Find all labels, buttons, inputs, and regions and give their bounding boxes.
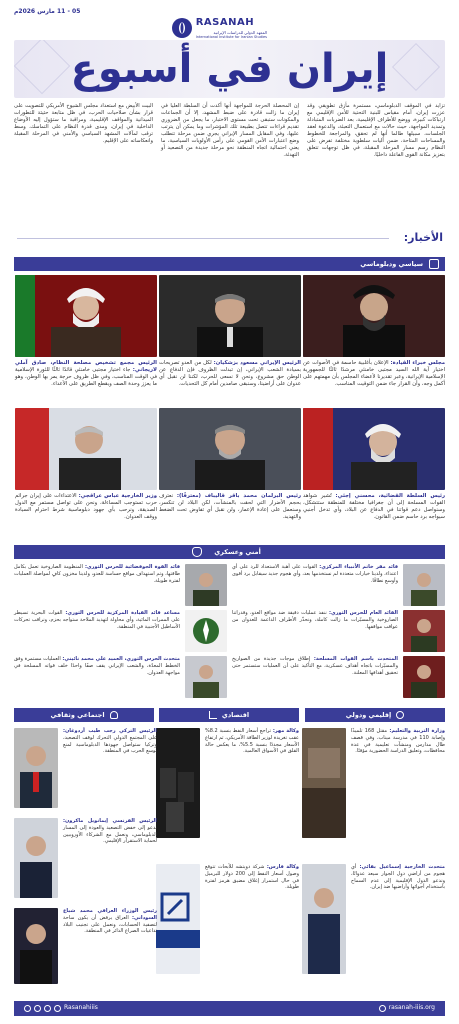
x-icon[interactable] [24,1005,31,1012]
item-body: العراق يرفض أن يكون ساحة لتصفية الحسابات، ونعمل على تجنيب البلاد تداعيات الصراع الدائر في المنطقة. [63,914,157,935]
website-url[interactable]: rasanah-iiis.org [388,1004,435,1012]
politics-card [303,275,445,389]
economic-item [156,728,299,858]
portrait-thumbnail [14,908,58,984]
item-body: أي هجوم من أراضي دول الجوار سيعد عدوانًا، وندعو الدول الإقليمية إلى عدم السماح باستخدام أجوائها وأراضيها ضد إيران. [351,864,445,891]
card-body: نعترف بحجم الأضرار التي لحقت بالمنشآت، لكن البلاد لن تنكسر، وسنعمل على إعادة الإعمار، ولن نقبل أي تفاوض تحت الضغط والتهديد. [159,493,301,521]
item-body: العمليات مستمرة وفق الخطط المعدّة، والشعب الإيراني يقف صفًا واحدًا خلف قواته المسلحة في مواجهة العدوان. [14,656,180,676]
card-head: الرئيس مجمع تشخيص مصلحة النظام، صادق آملي لاريجاني: [15,360,157,374]
instagram-icon[interactable] [34,1005,41,1012]
item-body: ندعو إلى خفض التصعيد والعودة إلى المسار الدبلوماسي، ونعمل مع الشركاء الأوروبيين لحماية الاستقرار الإقليمي. [63,824,157,845]
portrait-image [303,275,445,357]
item-head: الرئيس الفرنسي إيمانويل ماكرون: [63,818,157,824]
politics-card [15,275,157,389]
page-title: إيران في أسبوع [70,46,389,92]
footer-bar [14,1001,445,1016]
item-head: المتحدث باسم القوات المسلحة: [313,656,399,662]
masthead-banner [14,40,445,98]
security-item [14,610,227,654]
globe-icon [396,711,404,719]
item-body: تراجع أسعار النفط بنسبة 8.2% عقب تغريدة لوزير الطاقة الأمريكي، ثم ارتفاع الأسعار مجددًا بنسبة 5.5%، ما يعكس حالة القلق في الأسواق العالمية. [205,728,300,755]
politics-section-bar [14,257,445,271]
security-section-label: أمني وعسكري [214,547,261,556]
item-head: الرئيس التركي رجب طيب أردوغان: [63,728,157,734]
item-head: وزارة التربية والتعليم: [389,728,445,734]
item-head: متحدث الخارجية إسماعيل بقائي: [359,864,445,870]
news-section-heading: الأخبار: [403,231,443,244]
social-item [14,818,157,902]
shield-icon [192,547,202,557]
issue-date: 05 - 11 مارس 2026م [14,8,81,15]
security-section-bar [14,545,445,559]
social-links [24,1004,98,1012]
deutsche-logo-image [156,864,200,974]
intro-column-left: البيت الأبيض مع استعداد مجلس الشيوخ الأمريكي للتصويت على قرار بشأن صلاحيات الحرب، في ظل متابعة حثيثة للتطورات الميدانية والمواقف الإقليمية، ومراقبة ما ستؤول إليه الأوضاع الداخلية في إيران، ومدى قدرة النظام على التماسك، وسط ترقب لمآلات المشهد السياسي والأمني في المرحلة المقبلة وانعكاساته على الإقليم. [14,103,153,145]
item-head: وكالة مهر: [272,728,299,734]
portrait-thumbnail [302,864,346,974]
portrait-image [15,408,157,490]
card-body: جاء اختيار مجتبى خامنئي قائدًا ثالثًا للثورة الإسلامية في الوقت المناسب، وفي ظل ظروف حرجة يمر بها الوطن، وهو ما يعزز وحدة الصف ويقطع الطريق على الأعداء. [15,367,157,388]
portrait-thumbnail [403,564,445,606]
intro-column-right: تزايد في الموقف الدبلوماسي، مستمرة مأزق تطويقي وقد عزرت إيران، أمام مقياس للبنية التحتية للأمن الإقليمي مع ارتباكات كبيرة، ووضع للأطراف الإقليمية، بعد الضربات المتبادلة وتمديد المواجهة، حيث حالات مع استعمال التعبئة، والدعوة لعقد الجلسات، سبيلها طالما أنها لم تحقق، والمراجعة للخطوط والمساحات المتاحة، ضمن آليات سلطوية مختلفة تفرض على النظام رسم مسار المرحلة المقبلة، في ظل توجهات تتعلق بتعزيز مكانة القوى الفاعلة داخليًا. [307,103,445,159]
security-item [14,656,227,700]
item-head: متحدث الحرس الثوري، العميد علي محمد نائيني: [62,656,180,662]
portrait-thumbnail [403,610,445,652]
item-body: إطلاق موجات جديدة من الصواريخ والمسيّرات باتجاه أهداف عسكرية، مع التأكيد على أن العمليات ستستمر حتى تحقيق أهدافها المعلنة. [232,656,398,676]
item-head: رئيس الوزراء العراقي محمد شياع السوداني: [63,908,157,921]
item-body: شركة دويتشه للأبحاث تتوقع وصول أسعار النفط إلى 200 دولار للبرميل في حال استمرار إغلاق مضيق هرمز لفترة طويلة. [205,864,299,891]
people-icon [110,711,118,719]
logo-name: RASANAH [195,17,255,28]
chart-icon [209,711,217,719]
security-item [232,564,445,608]
website-link[interactable] [379,1004,435,1012]
security-item [232,610,445,654]
intro-column-middle: إن المحصلة الحرجة للمواجهة أنها أكدت أن السلطة العليا في إيران ما زالت قادرة على ضبط المشهد، إلا أن الجماعات والمكونات ستبقى تحت مستوى الاختبار، ما يجعل من الضروري تقديم قراءات تتصل بطبيعة تلك المؤشرات وما يمكن أن يترتب عليها، وفي المقابل المسار الإيراني يجري ضمن مرحلة تتطلب وضع اعتبارات الأمن القومي على رأس الأولويات السياسية، ما يعني احتمالية اتجاه المنطقة نحو مرحلة جديدة من التصعيد أو التهدئة. [161,103,299,159]
item-head: وكالة فارس: [266,864,299,870]
card-head: الرئيس الإيراني مسعود بزشكيان: [213,360,301,366]
social-item [14,908,157,988]
item-head: مساعد قائد القيادة المركزية للحرس الثوري: [65,610,180,616]
social-item [14,728,157,812]
item-body: على المجتمع الدولي التحرك لوقف التصعيد، وتركيا ستواصل جهودها الدبلوماسية لمنع توسع الحرب في المنطقة. [63,734,157,755]
regional-item [302,864,445,974]
politics-section-label: سياسي ودبلوماسي [360,259,423,268]
item-head: قائد مقر خاتم الأنبياء المركزي: [319,564,398,570]
portrait-thumbnail [185,656,227,698]
card-body: تُشير شواهد القوات المسلحة إلى أن جغرافيا مختلفة للمنطقة ستتشكل، وسنواصل دعم قواتنا في الدفاع عن البلاد، وأي تدخل أجنبي سيواجه برد حاسم ضمن القانون. [303,493,445,521]
card-head: مجلس خبراء القيادة: [390,360,445,366]
security-item [14,564,227,608]
handshake-icon [429,259,439,269]
portrait-image [15,275,157,357]
portrait-thumbnail [185,564,227,606]
logo-english-subtitle: International Institute for Iranian Studies [195,34,267,39]
youtube-icon[interactable] [44,1005,51,1012]
logo-arabic-subtitle: المعهد الدولي للدراسات الإيرانية [213,29,267,35]
card-body: الاعتداءات على إيران جرائم حرب تستوجب المساءلة، ونحن على تواصل مستمر مع الدول الصديقة، ونرحب بأي جهود دبلوماسية شرط احترام السيادة ووقف العدوان. [15,493,157,521]
intro-paragraph [14,103,445,216]
social-section-bar [14,708,154,722]
item-body: مقتل 168 تلميذًا وإصابة 110 في مدرسة ميناب، وفي قصف طال مدارس ومنشآت تعليمية في عدة محافظات، وتعليق الدراسة الحضورية مؤقتًا. [351,728,445,755]
portrait-thumbnail [14,818,58,898]
social-handle[interactable]: Rasanahiiis [64,1004,98,1012]
card-head: رئيس السلطة القضائية، محسني إجئي: [335,493,446,499]
item-head: قائد القوة الجوفضائية للحرس الثوري: [84,564,180,570]
portrait-thumbnail [14,728,58,808]
portrait-image [159,275,301,357]
logo-mark-icon [172,18,192,38]
card-head: وزير الخارجية عباس عراقجي: [78,493,157,499]
item-body: القوات البحرية تسيطر على الممرات المائية، وأي محاولة لتهديد الملاحة ستواجه بحزم، ونراقب تحركات الأساطيل الأجنبية في المنطقة. [14,610,180,630]
politics-card [15,408,157,522]
card-body: الإعلان بأغلبية حاسمة في الأصوات عن اختيار آية الله السيد مجتبى خامنئي مرشدًا ثالثًا للجمهورية الإسلامية الإيرانية، وعبر تقديرنا لأعضاء المجلس بأن مهمتهم على أكمل وجه، وأن القرار جاء ضمن التوقيت المناسب. [303,360,445,388]
item-head: القائد العام للحرس الثوري: [329,610,398,616]
telegram-icon[interactable] [54,1005,61,1012]
item-body: ننفذ عمليات دقيقة ضد مواقع العدو، وقدراتنا الصاروخية والمسيّرات ما زالت كاملة، ونحذّر الأطراف الداعمة للعدوان من عواقب مواقفها. [232,610,398,630]
portrait-thumbnail [403,656,445,698]
regional-item [302,728,445,848]
regional-section-bar [305,708,445,722]
politics-card [159,408,301,522]
heading-divider [17,238,389,239]
emblem-thumbnail [185,610,227,652]
regional-section-label: إقليمي ودولي [345,710,392,719]
security-item [232,656,445,700]
globe-icon [379,1005,386,1012]
card-head: رئيس البرلمان محمد باقر قاليباف (معترفًا): [176,493,301,499]
item-body: المنظومة الصاروخية تعمل بكامل طاقتها، وتم استهداف مواقع حساسة للعدو، ولدينا مخزون كافٍ لمواصلة العمليات لفترة طويلة. [14,564,180,584]
portrait-image [303,408,445,490]
oil-barrels-image [156,728,200,838]
item-body: القوات على أهبة الاستعداد للرد على أي اعتداء، ولدينا خيارات متعددة لم نستخدمها بعد، وأي هجوم جديد سيقابل برد أقوى وأوسع نطاقًا. [232,564,398,584]
social-section-label: اجتماعي وثقافي [50,710,105,719]
economic-item [156,864,299,974]
rasanah-logo [172,16,267,40]
politics-card [159,275,301,389]
portrait-image [159,408,301,490]
politics-card [303,408,445,522]
photo-thumbnail [302,728,346,838]
economic-section-label: اقتصادي [221,710,250,719]
economic-section-bar [159,708,299,722]
card-body: لكل من العدو تصريحات بسيادة الشعب الإيراني، إن تبدلت الظروف فإن الدفاع عن الوطن حق مشروع، ونحن لا نسعى للحرب، لكننا لن نقبل أي عدوان على أراضينا، وسنبقى صامدين أمام كل التحديات. [159,360,301,388]
